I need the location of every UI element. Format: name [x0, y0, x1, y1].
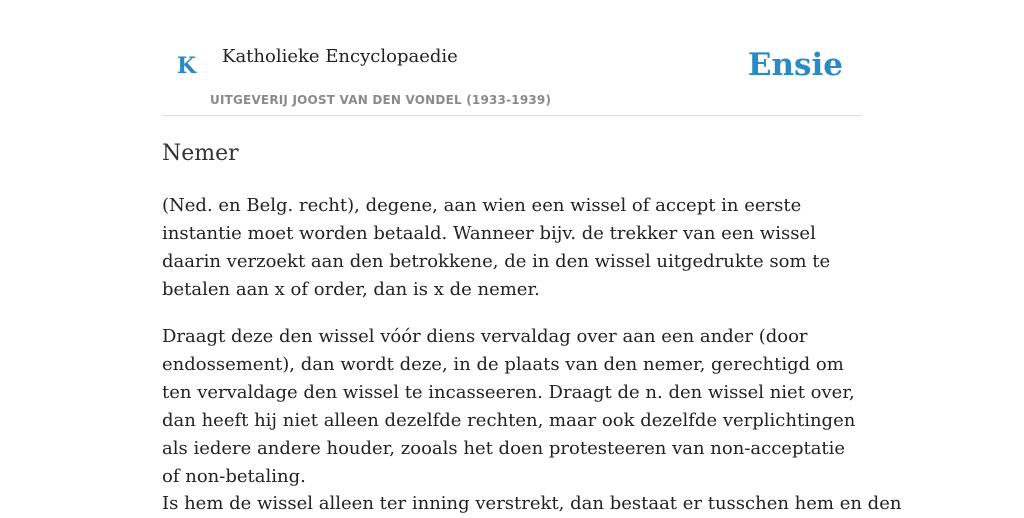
publication-subtitle: UITGEVERIJ JOOST VAN DEN VONDEL (1933-1939): [210, 93, 552, 107]
article-paragraph: (Ned. en Belg. recht), degene, aan wien een wissel of accept in eerste instantie moet worden betaald. Wanneer bijv. de trekker van een wissel daarin verzoekt aan den betrokkene, de in den wissel uitgedrukte som te betalen aan x of order, dan is x de nemer.: [162, 195, 831, 300]
article-paragraph: Is hem de wissel alleen ter inning verstrekt, dan bestaat er tusschen hem en den: [162, 493, 902, 514]
article-paragraph: Draagt deze den wissel vóór diens vervaldag over aan een ander (door endossement), dan wordt deze, in de plaats van den nemer, gerechtigd om ten vervaldage den wissel te incasseeren. Draagt de n. den wissel niet over, dan heeft hij niet alleen dezelfde rechten, maar ook dezelfde verplichtingen als iedere andere houder, zooals het doen protesteeren van non-acceptatie of non-betaling.: [162, 326, 856, 487]
page-container: [162, 0, 902, 514]
publication-logo[interactable]: K: [177, 53, 197, 79]
site-header: [162, 0, 862, 116]
article-title: Nemer: [162, 141, 239, 166]
brand-logo-link[interactable]: Ensie: [747, 47, 843, 83]
publication-title[interactable]: Katholieke Encyclopaedie: [222, 46, 458, 67]
